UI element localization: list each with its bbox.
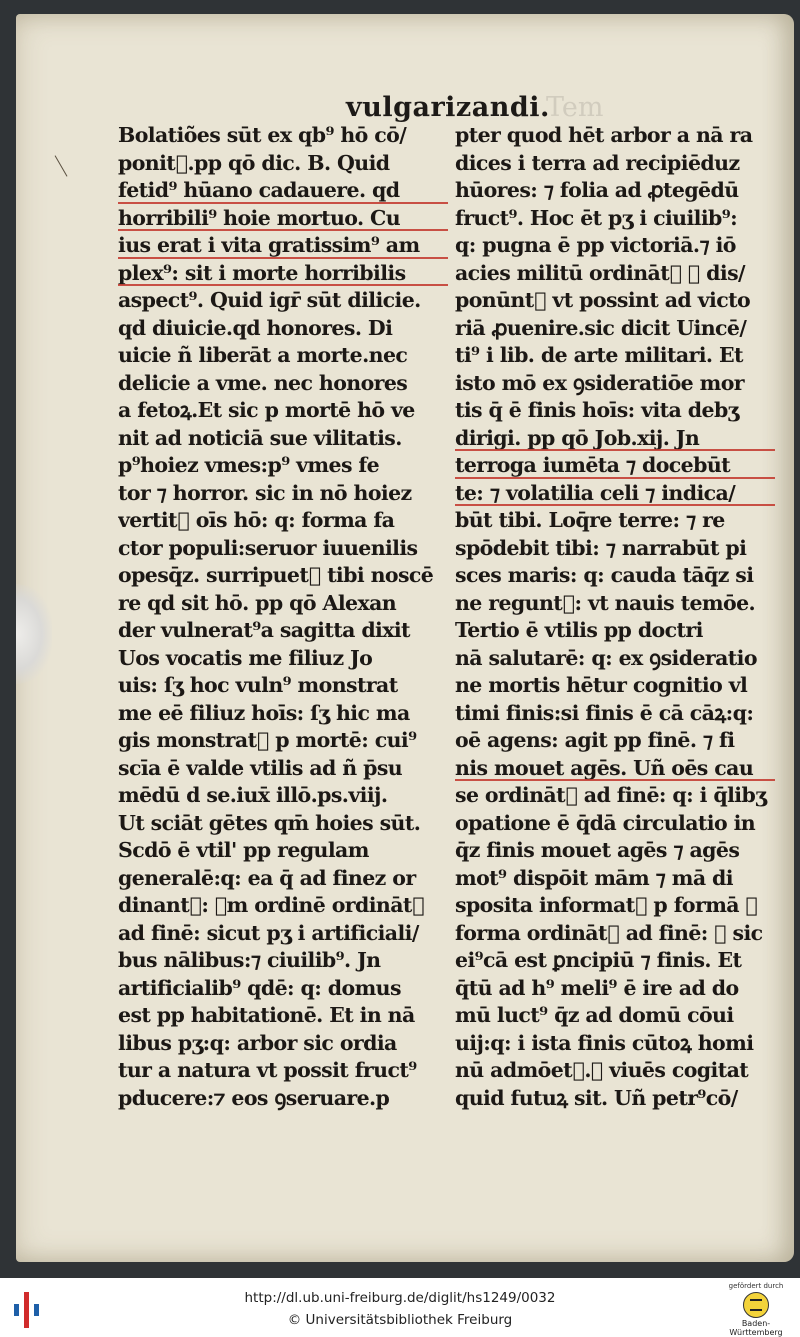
text-line: ius erat i vita gratissim⁹ am: [118, 232, 448, 260]
text-line: acies militū ordināt᷑ ⁊ dis/: [455, 260, 745, 285]
text-line: delicie a vme. nec honores: [118, 370, 408, 395]
text-line: ad finē: sicut pʒ i artificiali/: [118, 920, 419, 945]
text-line: me eē filiuz hoīs: ſʒ hic ma: [118, 700, 410, 725]
text-line: hūores: ⁊ folia ad ꝓtegēdū: [455, 178, 739, 202]
text-line: dinant᷑: ꝭm ordinē ordināt᷑: [118, 893, 425, 917]
text-line: ne regunt᷑: vt nauis temōe.: [455, 590, 756, 615]
show-through-text: Tem: [546, 92, 604, 123]
text-line: te: ⁊ volatilia celi ⁊ indica/: [455, 480, 775, 508]
text-line: Bolatiões sūt ex qb⁹ hō cō/: [118, 123, 407, 147]
text-line: se ordināt᷑ ad finē: q: i q̄libʒ: [455, 783, 767, 807]
text-line: sces maris: q: cauda tāq̄z si: [455, 563, 754, 587]
text-line: generalē:q: ea q̄ ad finez or: [118, 865, 416, 890]
text-line: q: pugna ē pp victoriā.⁊ iō: [455, 233, 736, 257]
text-line: pter quod hēt arbor a nā ra: [455, 123, 753, 147]
text-line: ne mortis hētur cognitio vl: [455, 673, 748, 697]
page-edge-highlight: [16, 584, 52, 684]
text-line: mēdū d se.iux̄ illō.ps.viij.: [118, 783, 388, 807]
text-line: riā ꝓuenire.sic dicit Uincē/: [455, 315, 747, 340]
text-line: nā salutarē: q: ex ꝯsideratio: [455, 645, 757, 670]
text-line: horribili⁹ hoie mortuo. Cu: [118, 205, 448, 233]
sponsor-name: Baden-Württemberg: [729, 1319, 783, 1337]
text-line: ponit᷑.pp qō dic. B. Quid: [118, 150, 390, 175]
text-line: aspect⁹. Quid igr̄ sūt dilicie.: [118, 288, 421, 312]
text-line: ctor populi:seruor iuuenilis: [118, 535, 418, 560]
text-line: ei⁹cā est ꝑncipiū ⁊ finis. Et: [455, 948, 742, 972]
text-line: opatione ē q̄dā circulatio in: [455, 810, 756, 835]
text-line: Scdō ē vtil' pp regulam: [118, 838, 369, 862]
state-seal-icon: [743, 1292, 769, 1318]
text-line: est pp habitationē. Et in nā: [118, 1003, 415, 1027]
text-line: nit ad noticiā sue vilitatis.: [118, 425, 402, 450]
text-line: nis mouet agēs. Uñ oēs cau: [455, 755, 775, 783]
text-line: tur a natura vt possit fruct⁹: [118, 1058, 417, 1082]
text-line: ti⁹ i lib. de arte militari. Et: [455, 343, 743, 367]
text-line: fruct⁹. Hoc ēt pʒ i ciuilib⁹:: [455, 205, 738, 230]
text-line: plex⁹: sit i morte horribilis: [118, 260, 448, 288]
text-line: fetid⁹ hūano cadauere. qd: [118, 177, 448, 205]
text-line: re qd sit hō. pp qō Alexan: [118, 590, 397, 615]
text-line: q̄tū ad h⁹ meli⁹ ē ire ad do: [455, 975, 739, 1000]
text-line: spōdebit tibi: ⁊ narrabūt pi: [455, 535, 747, 560]
text-line: būt tibi. Loq̄re terre: ⁊ re: [455, 508, 725, 532]
text-line: artificialib⁹ qdē: q: domus: [118, 975, 401, 1000]
text-line: sposita informat᷑ p formā ⁊: [455, 893, 758, 917]
text-line: vertit᷑ oīs hō: q: forma fa: [118, 508, 395, 532]
text-line: quid futuꝝ sit. Uñ petr⁹cō/: [455, 1085, 738, 1110]
text-line: ponūnt᷑ vt possint ad victo: [455, 288, 751, 312]
text-line: opesq̄z. surripuet᷑ tibi noscē: [118, 563, 434, 587]
text-line: Tertio ē vtilis pp doctri: [455, 618, 703, 642]
permalink-url[interactable]: http://dl.ub.uni-freiburg.de/diglit/hs1249/0032: [244, 1290, 556, 1306]
text-line: oē agens: agit pp finē. ⁊ fi: [455, 728, 735, 752]
text-line: Ut sciāt gētes qm̄ hoies sūt.: [118, 810, 421, 835]
text-line: timi finis:si finis ē cā cāꝝ:q:: [455, 700, 754, 725]
text-line: nū admōet᷑.⁊ viuēs cogitat: [455, 1058, 749, 1082]
text-line: libus pʒ:q: arbor sic ordia: [118, 1030, 397, 1055]
left-text-column: [118, 122, 448, 1112]
text-line: uis: ſʒ hoc vuln⁹ monstrat: [118, 673, 398, 697]
text-line: gis monstrat᷑ p mortē: cui⁹: [118, 728, 417, 752]
text-line: isto mō ex ꝯsideratiōe mor: [455, 370, 745, 395]
text-line: uicie ñ liberāt a morte.nec: [118, 343, 408, 367]
text-line: der vulnerat⁹a sagitta dixit: [118, 618, 410, 642]
text-line: tor ⁊ horror. sic in nō hoiez: [118, 480, 412, 505]
text-line: forma ordināt᷑ ad finē: ⁊ sic: [455, 920, 763, 945]
text-line: pducere:⁊ eos ꝯseruare.p: [118, 1085, 390, 1110]
text-line: a fetoꝝ.Et sic p mortē hō ve: [118, 398, 415, 422]
running-head: vulgarizandi.: [346, 92, 550, 123]
margin-mark: [55, 151, 75, 176]
text-line: qd diuicie.qd honores. Di: [118, 315, 393, 340]
sponsor-logo: [720, 1282, 792, 1337]
sponsor-label: gefördert durch: [728, 1282, 784, 1290]
text-line: mū luct⁹ q̄z ad domū cōui: [455, 1003, 734, 1027]
text-line: uij:q: i ista finis cūtoꝝ homi: [455, 1030, 754, 1055]
footer-bar: [0, 1278, 800, 1337]
text-line: scīa ē valde vtilis ad ñ p̄su: [118, 755, 403, 780]
right-text-column: [455, 122, 775, 1112]
text-line: terroga iumēta ⁊ docebūt: [455, 452, 775, 480]
text-line: dirigi. pp qō Job.xij. Jn: [455, 425, 775, 453]
text-line: dices i terra ad recipiēduz: [455, 150, 740, 175]
text-line: bus nālibus:⁊ ciuilib⁹. Jn: [118, 948, 381, 972]
copyright-notice: © Universitätsbibliothek Freiburg: [287, 1312, 513, 1328]
text-line: mot⁹ dispōit mām ⁊ mā di: [455, 865, 733, 890]
text-line: Uos vocatis me filiuz Jo: [118, 645, 373, 670]
text-line: q̄z finis mouet agēs ⁊ agēs: [455, 838, 740, 862]
text-line: tis q̄ ē finis hoīs: vita debʒ: [455, 398, 739, 422]
text-line: p⁹hoiez vmes:p⁹ vmes fe: [118, 453, 380, 477]
